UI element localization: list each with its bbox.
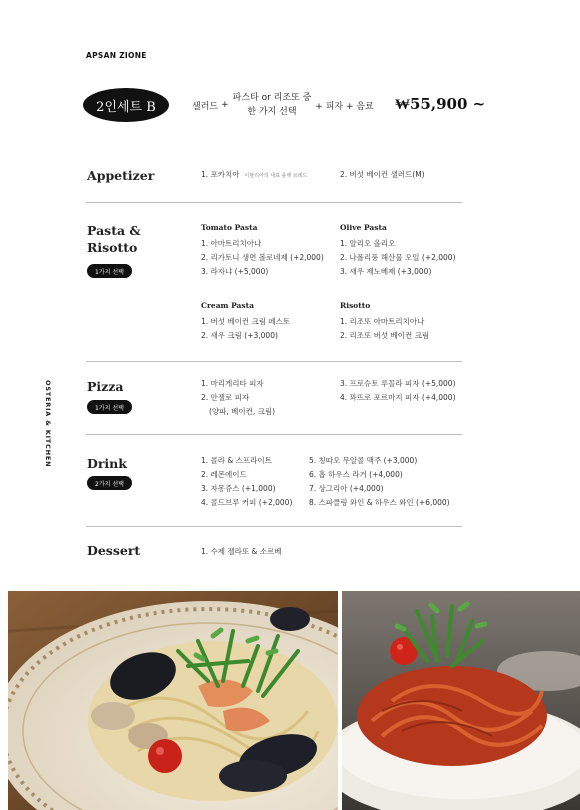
divider [86, 202, 462, 203]
appetizer-item-1: 1. 포카치아 이탈리아의 대표 플랫 브레드 [201, 170, 308, 179]
pasta-choice-pill: 1가지 선택 [87, 264, 132, 278]
olive-item-2: 2. 나폴리풍 해산물 오일 (+2,000) [340, 253, 456, 262]
cream-pasta-title: Cream Pasta [201, 301, 254, 310]
pizza-item-3: 3. 프로슈토 루꼴라 피자 (+5,000) [340, 379, 456, 388]
seafood-pasta-photo [8, 591, 338, 810]
section-title-pasta-line1: Pasta & [87, 223, 141, 238]
set-description [192, 86, 374, 124]
drink-choice-pill: 2가지 선택 [87, 476, 132, 490]
section-title-drink: Drink [87, 456, 127, 471]
section-title-pasta-line2: Risotto [87, 240, 138, 255]
tomato-pasta-photo [342, 591, 580, 810]
cream-item-1: 1. 버섯 베이컨 크림 페스토 [201, 317, 291, 326]
section-title-appetizer: Appetizer [87, 168, 155, 183]
set-plus: + [221, 100, 229, 110]
section-title-dessert: Dessert [87, 543, 141, 558]
olive-item-1: 1. 알리오 올리오 [340, 239, 396, 248]
risotto-title: Risotto [340, 301, 371, 310]
set-badge: 2인세트 B [83, 88, 169, 122]
pizza-item-4: 4. 꽈뜨로 포르마지 피자 (+4,000) [340, 393, 456, 402]
olive-item-3: 3. 새우 제노베제 (+3,000) [340, 267, 432, 276]
divider [86, 526, 462, 527]
tomato-item-2: 2. 리가토니 생면 볼로네제 (+2,000) [201, 253, 324, 262]
pizza-item-2-detail: (양파, 베이컨, 크림) [209, 407, 276, 416]
cream-item-2: 2. 새우 크림 (+3,000) [201, 331, 278, 340]
brand-name: APSAN ZIONE [86, 51, 147, 60]
pizza-choice-pill: 1가지 선택 [87, 400, 132, 414]
divider [86, 434, 462, 435]
side-label [40, 380, 56, 468]
appetizer-note: 이탈리아의 대표 플랫 브레드 [244, 173, 308, 179]
drink-item-1: 1. 콜라 & 스프라이트 [201, 456, 272, 465]
drink-item-7: 7. 상그리아 (+4,000) [309, 484, 384, 493]
dessert-item-1: 1. 수제 젤라또 & 소르베 [201, 547, 282, 556]
olive-pasta-title: Olive Pasta [340, 223, 387, 232]
set-salad: 샐러드 [192, 101, 219, 112]
drink-item-2: 2. 레몬에이드 [201, 470, 247, 479]
drink-item-5: 5. 칭따오 무알콜 맥주 (+3,000) [309, 456, 418, 465]
side-label-text: OSTERIA & KITCHEN [44, 380, 52, 468]
appetizer-item-2: 2. 버섯 베이컨 샐러드(M) [340, 170, 425, 179]
tomato-pasta-title: Tomato Pasta [201, 223, 258, 232]
pizza-item-2: 2. 안젤로 피자 [201, 393, 250, 402]
drink-item-4: 4. 콜드브루 커피 (+2,000) [201, 498, 293, 507]
set-price: ₩55,900 ~ [395, 95, 486, 113]
tomato-item-1: 1. 아마트리치아나 [201, 239, 262, 248]
pizza-item-1: 1. 마리게리타 피자 [201, 379, 264, 388]
divider [86, 361, 462, 362]
set-tail: + 피자 + 음료 [315, 101, 374, 112]
drink-item-3: 3. 자몽쥬스 (+1,000) [201, 484, 276, 493]
risotto-item-1: 1. 리조또 아마트리치아나 [340, 317, 425, 326]
tomato-item-3: 3. 라자냐 (+5,000) [201, 267, 269, 276]
set-choice-line1: 파스타 or 리조또 중 [232, 93, 312, 103]
section-title-pizza: Pizza [87, 379, 124, 394]
set-choice-line2: 한 가지 선택 [247, 107, 297, 117]
risotto-item-2: 2. 리조또 버섯 베이컨 크림 [340, 331, 430, 340]
drink-item-6: 6. 홉 하우스 라거 (+4,000) [309, 470, 403, 479]
drink-item-8: 8. 스파클링 와인 & 하우스 와인 (+6,000) [309, 498, 450, 507]
set-choice [233, 91, 312, 119]
